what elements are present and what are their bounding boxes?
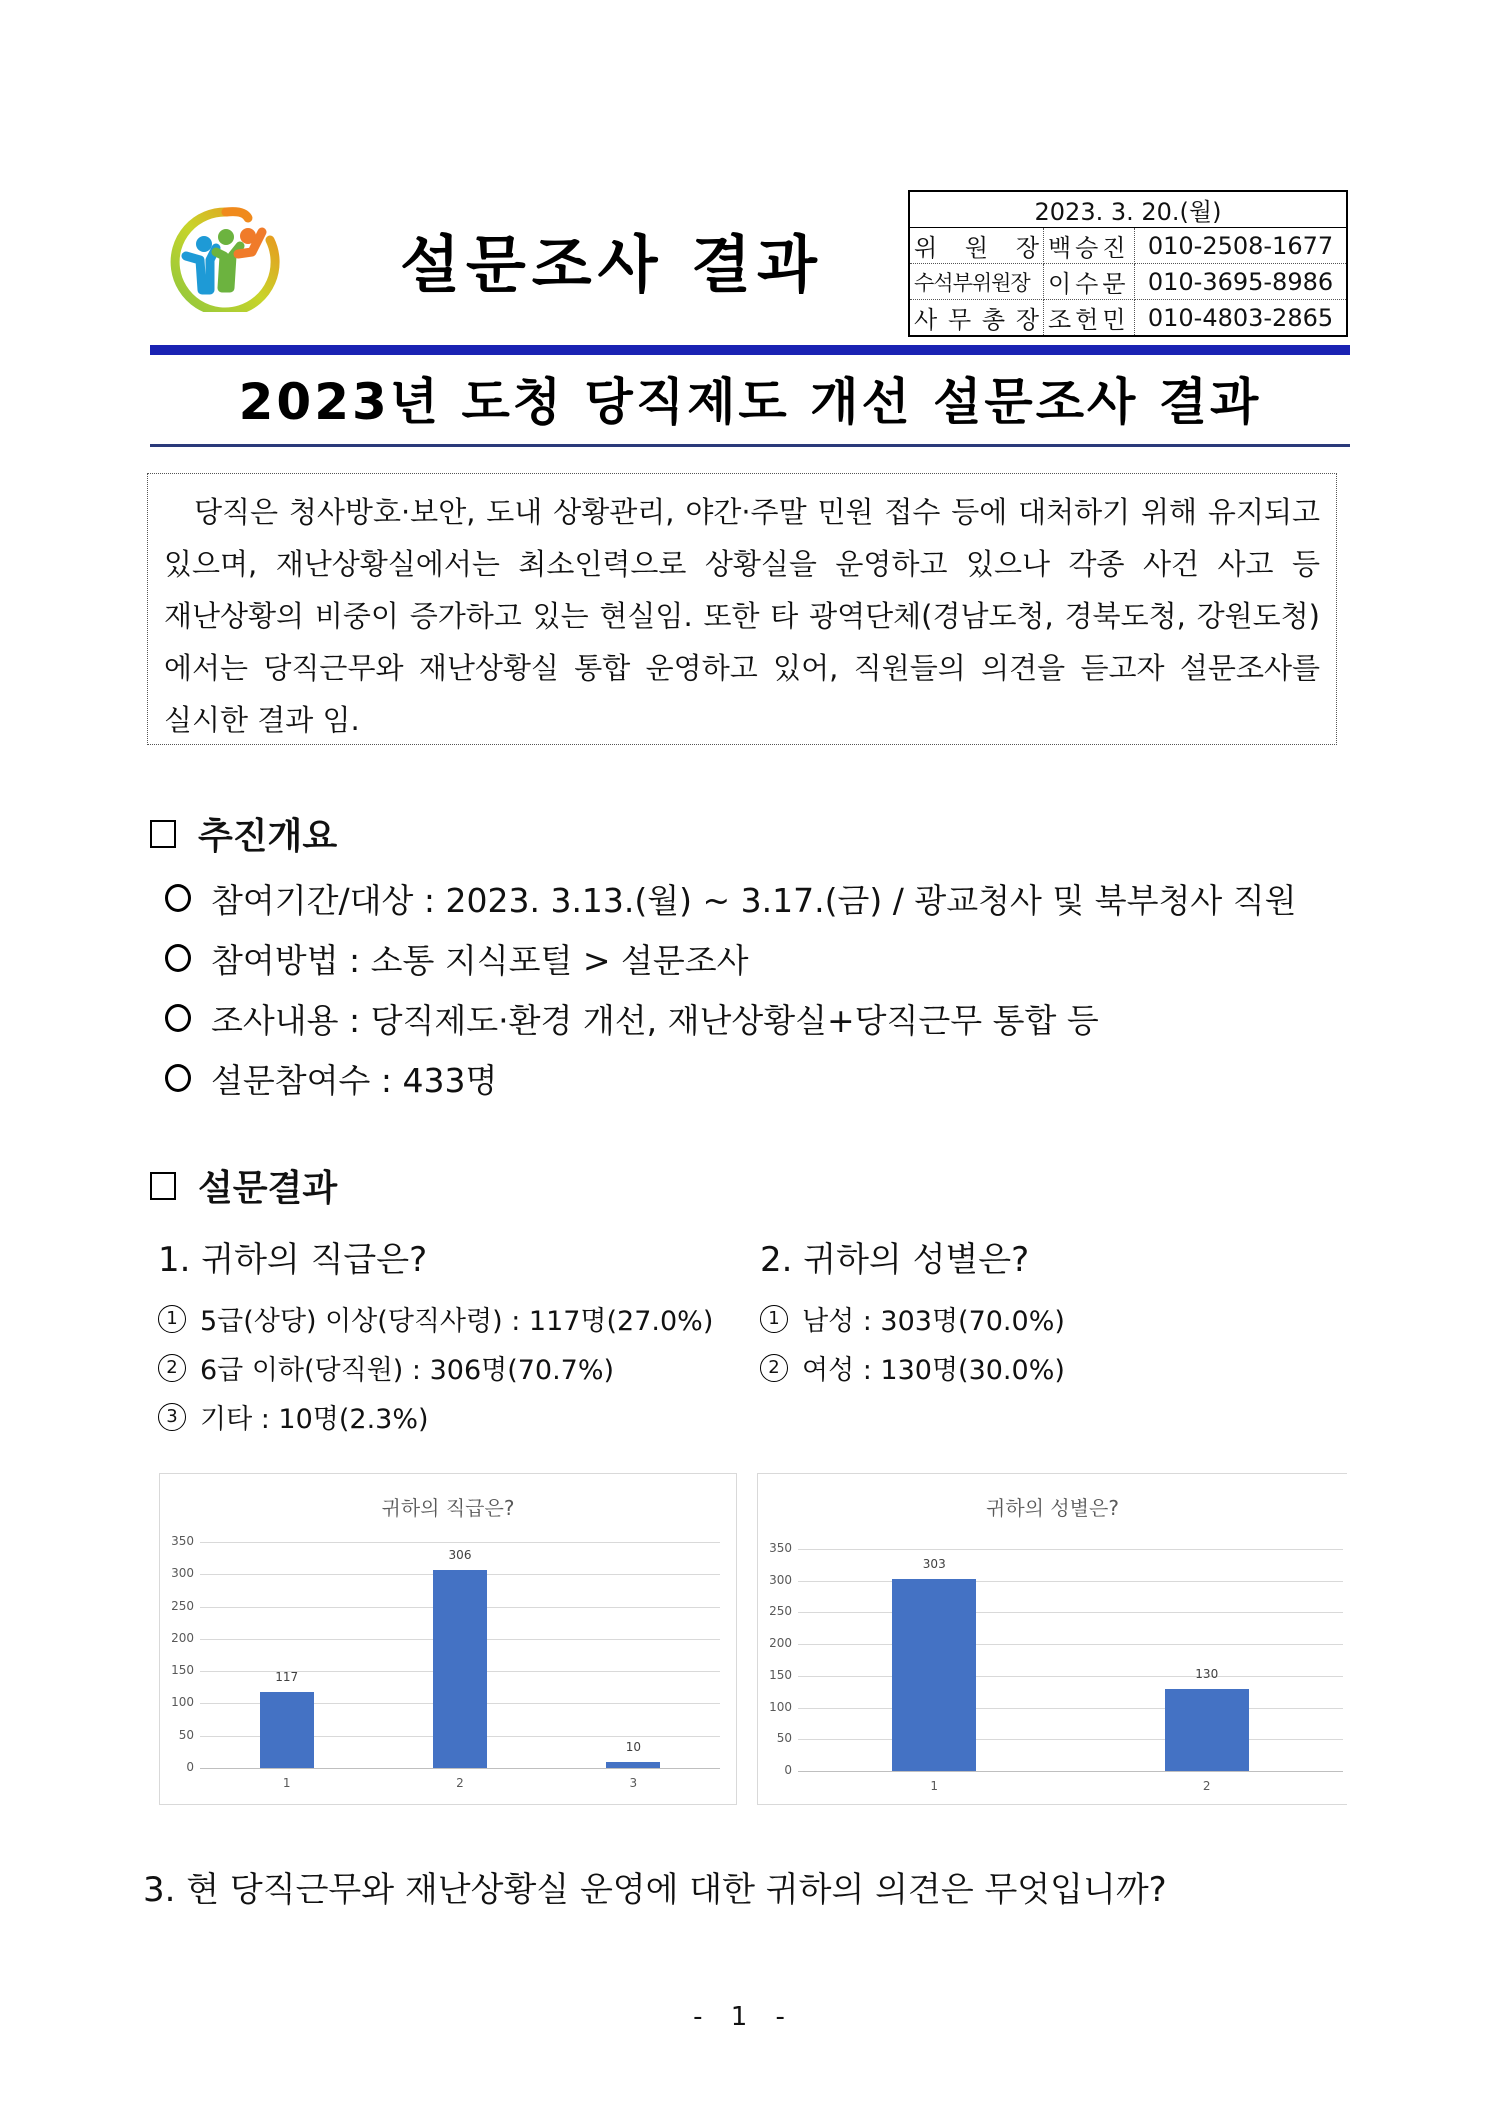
y-tick-label: 350 [769, 1541, 792, 1555]
x-tick-label: 1 [282, 1776, 291, 1790]
section-heading-results [150, 1160, 337, 1211]
y-tick-label: 200 [171, 1630, 194, 1645]
list-item: 참여방법 : 소통 지식포털 > 설문조사 [165, 928, 1297, 988]
answer-option: 2 여성 : 130명(30.0%) [760, 1343, 1065, 1392]
answer-option: 3 기타 : 10명(2.3%) [158, 1392, 713, 1441]
gridline [200, 1542, 720, 1543]
gridline [798, 1708, 1343, 1709]
y-tick-label: 200 [769, 1636, 792, 1651]
y-tick-label: 0 [784, 1763, 792, 1777]
chart-rank [159, 1473, 737, 1805]
officer-role: 사 무 총 장 [909, 300, 1044, 337]
circle-bullet-icon [165, 884, 191, 912]
square-bullet-icon [150, 820, 176, 848]
bar [260, 1692, 314, 1768]
list-item: 참여기간/대상 : 2023. 3.13.(월) ~ 3.17.(금) / 광교청사 및 북부청사 직원 [165, 868, 1297, 928]
union-logo [166, 204, 284, 312]
x-tick-label: 2 [1202, 1779, 1211, 1793]
section-heading-label: 설문결과 [198, 1168, 338, 1209]
circle-bullet-icon [165, 944, 191, 972]
chart-gender [757, 1473, 1347, 1805]
gridline [798, 1676, 1343, 1677]
officer-phone: 010-2508-1677 [1135, 228, 1348, 264]
square-bullet-icon [150, 1172, 176, 1200]
gridline [798, 1739, 1343, 1740]
question-2-text: 2. 귀하의 성별은? [760, 1240, 1030, 1280]
gridline [798, 1612, 1343, 1613]
document-label: 설문조사 결과 [400, 228, 823, 301]
y-tick-label: 50 [776, 1731, 792, 1746]
gridline [798, 1581, 1343, 1582]
officer-row [909, 300, 1347, 337]
chart-title: 귀하의 성별은? [986, 1496, 1119, 1520]
page-title: 2023년 도청 당직제도 개선 설문조사 결과 [238, 373, 1262, 431]
title-top-rule [150, 345, 1350, 355]
circle-bullet-icon [165, 1004, 191, 1032]
union-logo-icon [166, 204, 284, 312]
circle-bullet-icon [165, 1064, 191, 1092]
chart-plot-area [769, 1541, 1343, 1793]
question-3-text: 3. 현 당직근무와 재난상황실 운영에 대한 귀하의 의견은 무엇입니까? [143, 1870, 1167, 1910]
bar [892, 1579, 976, 1771]
overview-list [165, 868, 1297, 1108]
answer-option: 1 5급(상당) 이상(당직사령) : 117명(27.0%) [158, 1294, 713, 1343]
question-2 [760, 1232, 1065, 1392]
officer-row [909, 228, 1347, 264]
y-tick-label: 350 [171, 1534, 194, 1548]
officer-phone: 010-4803-2865 [1135, 300, 1348, 337]
x-tick-label: 2 [456, 1776, 464, 1790]
x-tick-label: 1 [930, 1779, 939, 1793]
question-1 [158, 1232, 713, 1441]
list-item: 조사내용 : 당직제도·환경 개선, 재난상황실+당직근무 통합 등 [165, 988, 1297, 1048]
y-tick-label: 300 [769, 1572, 792, 1587]
bar-value-label: 10 [625, 1739, 641, 1754]
y-tick-label: 0 [186, 1760, 194, 1774]
intro-box [147, 473, 1337, 745]
report-date: 2023. 3. 20.(월) [909, 191, 1347, 228]
question-1-text: 1. 귀하의 직급은? [158, 1240, 428, 1280]
y-tick-label: 100 [171, 1695, 194, 1710]
chart-plot-area [171, 1534, 720, 1790]
officer-role: 위 원 장 [909, 228, 1044, 264]
gridline [798, 1644, 1343, 1645]
y-tick-label: 150 [171, 1663, 194, 1678]
y-tick-label: 300 [171, 1566, 194, 1581]
title-bottom-rule [150, 444, 1350, 447]
x-axis-line [200, 1768, 720, 1769]
x-axis-line [798, 1771, 1343, 1772]
y-tick-label: 50 [178, 1727, 194, 1742]
section-heading-label: 추진개요 [198, 816, 338, 857]
bar [1165, 1689, 1249, 1771]
bar-value-label: 130 [1195, 1666, 1219, 1681]
y-tick-label: 150 [769, 1667, 792, 1682]
answer-option: 1 남성 : 303명(70.0%) [760, 1294, 1065, 1343]
y-tick-label: 100 [769, 1699, 792, 1714]
y-tick-label: 250 [171, 1598, 194, 1613]
page-number: - 1 - [693, 2002, 795, 2032]
list-item: 설문참여수 : 433명 [165, 1048, 1297, 1108]
officer-row [909, 264, 1347, 300]
x-tick-label: 3 [629, 1776, 638, 1790]
bar-value-label: 117 [275, 1670, 299, 1685]
bar [433, 1570, 487, 1768]
officer-name: 조헌민 [1044, 300, 1135, 337]
officer-phone: 010-3695-8986 [1135, 264, 1348, 300]
officer-name: 이수문 [1044, 264, 1135, 300]
intro-text: 당직은 청사방호·보안, 도내 상황관리, 야간·주말 민원 접수 등에 대처하기 위해 유지되고 있으며, 재난상황실에서는 최소인력으로 상황실을 운영하고 있으나 각종 사건 사고 등 재난상황의 비중이 증가하고 있는 현실임. 또한 타 광역단체(경남도청, 경북도청, 강원도청)에서는 당직근무와 재난상황실 통합 운영하고 있어, 직원들의 의견을 듣고자 설문조사를 실시한 결과 임. [164, 495, 1320, 737]
gridline [798, 1549, 1343, 1550]
officer-name: 백승진 [1044, 228, 1135, 264]
section-heading-overview [150, 808, 337, 859]
chart-title: 귀하의 직급은? [381, 1496, 515, 1520]
bar-value-label: 306 [448, 1548, 472, 1563]
officers-table [908, 190, 1348, 337]
y-tick-label: 250 [769, 1604, 792, 1619]
bar-value-label: 303 [922, 1556, 946, 1571]
officer-role: 수석부위원장 [909, 264, 1044, 300]
answer-option: 2 6급 이하(당직원) : 306명(70.7%) [158, 1343, 713, 1392]
bar [606, 1762, 660, 1768]
